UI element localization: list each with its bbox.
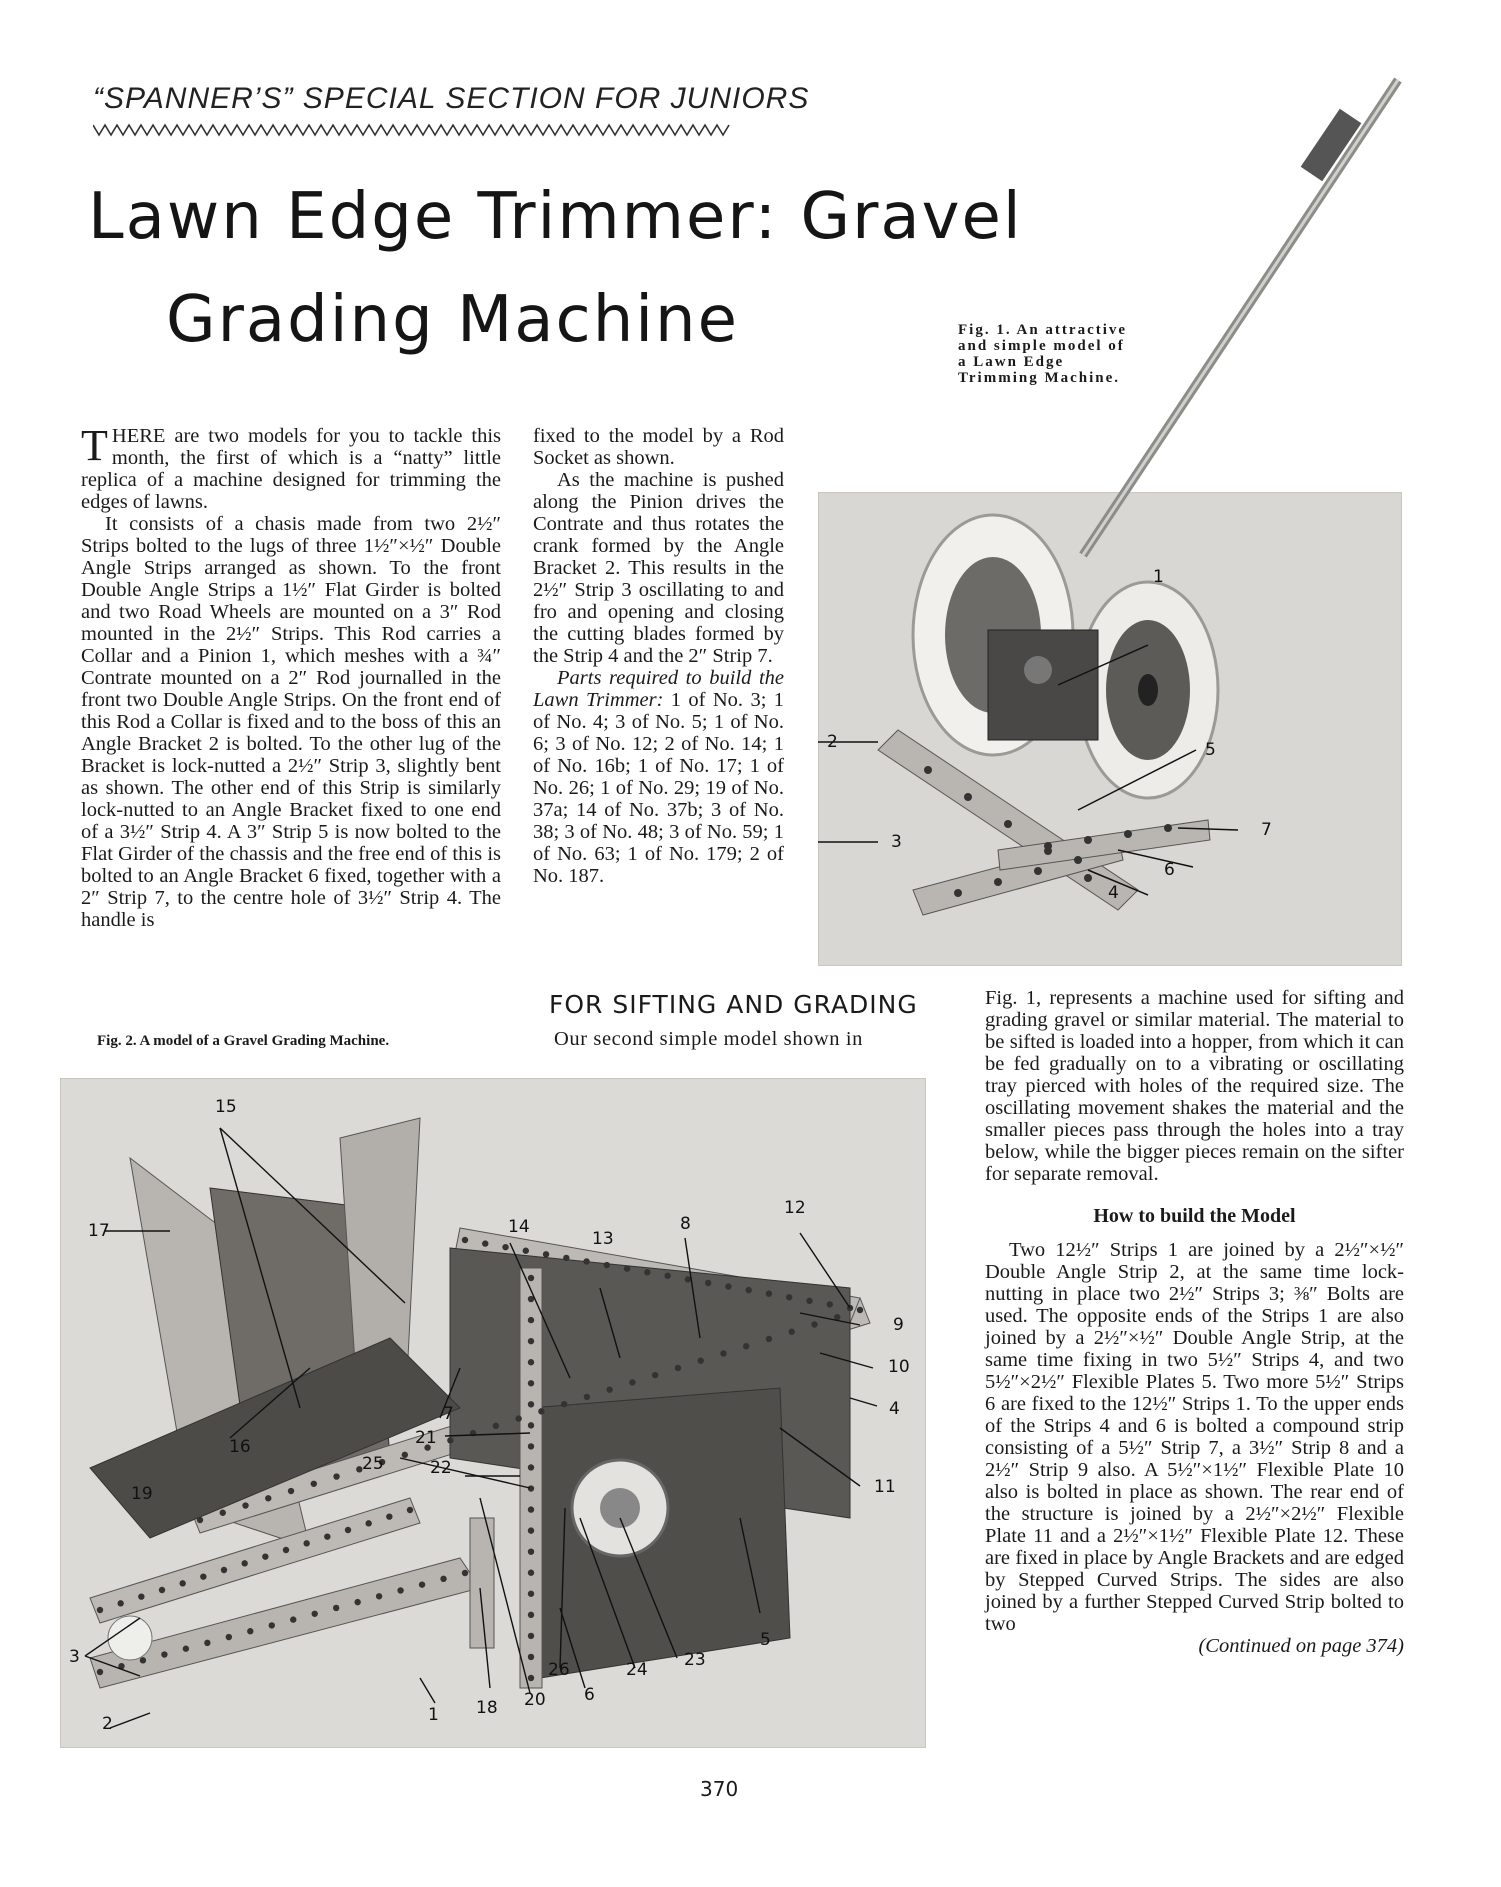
fig2-label-20: 20 <box>524 1690 546 1710</box>
build-heading: How to build the Model <box>1093 1205 1296 1227</box>
fig2-label-1: 1 <box>428 1705 439 1725</box>
fig2-label-3: 3 <box>69 1647 80 1667</box>
page-number: 370 <box>700 1777 739 1801</box>
body-column-3 <box>985 987 1404 1657</box>
fig2-label-15: 15 <box>215 1097 237 1117</box>
wavy-underline <box>93 122 733 138</box>
fig2-label-16: 16 <box>229 1437 251 1457</box>
fig2-label-12: 12 <box>784 1198 806 1218</box>
fig2-label-2: 2 <box>102 1714 113 1734</box>
fig2-label-4: 4 <box>889 1399 900 1419</box>
fig1-caption: Fig. 1. An attractive and simple model of a Lawn Edge Trimming Machine. <box>958 322 1128 386</box>
fig2-label-23: 23 <box>684 1650 706 1670</box>
fig2-caption: Fig. 2. A model of a Gravel Grading Machine. <box>97 1033 390 1049</box>
section-header: “SPANNER’S” SPECIAL SECTION FOR JUNIORS <box>93 82 810 115</box>
construction-paragraph: It consists of a chasis made from two 2½″ Strips bolted to the lugs of three 1½″×½″ Double Angle Strips arranged as shown. To the front Double Angle Strips a 1½″ Flat Girder is bolted and two Road Wheels are mounted on a 3″ Rod mounted in the 2½″ Strips. This Rod carries a Collar and a Pinion 1, which meshes with a ¾″ Contrate mounted on a 2″ Rod journalled in the front two Double Angle Strips. On the front end of this Rod a Collar is fixed and to the boss of this an Angle Bracket 2 is bolted. To the other lug of the Bracket is lock-nutted a 2½″ Strip 3, slightly bent as shown. The other end of this Strip is similarly lock-nutted to an Angle Bracket fixed to one end of a 3½″ Strip 4. A 3″ Strip 5 is now bolted to the Flat Girder of the chassis and the free end of this is bolted to an Angle Bracket 6 fixed, together with a 2″ Strip 7, to the centre hole of 3½″ Strip 4. The handle is <box>81 513 501 931</box>
fig1-label-2: 2 <box>827 732 838 752</box>
intro-paragraph: HERE are two models for you to tackle this month, the first of which is a “natty” little replica of a machine designed for trimming the edges of lawns. <box>81 425 501 513</box>
fig2-label-21: 21 <box>415 1428 437 1448</box>
fig2-label-14: 14 <box>508 1217 530 1237</box>
drop-cap: T <box>81 421 108 470</box>
page-title-line1: Lawn Edge Trimmer: Gravel <box>88 180 1023 254</box>
fig2-label-25: 25 <box>362 1454 384 1474</box>
lawn-trimmer-illustration <box>818 70 1408 970</box>
fig2-label-13: 13 <box>592 1229 614 1249</box>
body-column-2 <box>533 425 784 887</box>
fig2-label-26: 26 <box>548 1660 570 1680</box>
fig2-label-6: 6 <box>584 1685 595 1705</box>
sifting-lead: Our second simple model shown in <box>554 1028 864 1050</box>
column3-paragraph-2: Two 12½″ Strips 1 are joined by a 2½″×½″ Double Angle Strip 2, at the same time lock-nutting in place two 2½″ Strips 3; ⅜″ Bolts are used. The opposite ends of the Strips 1 are also joined by a 2½″×½″ Double Angle Strip, at the same time fixing in two 5½″ Strips 4, and two 5½″×2½″ Flexible Plates 5. Two more 5½″ Strips 6 are fixed to the 12½″ Strips 1. To the upper ends of the Strips 4 and 6 is bolted a compound strip consisting of a 5½″ Strip 7, a 3½″ Strip 8 and a 2½″ Strip 9 also. A 5½″×1½″ Flexible Plate 10 also is bolted in place as shown. The rear end of the structure is joined by a 2½″×2½″ Flexible Plate 11 and a 2½″×1½″ Flexible Plate 12. These are fixed in place by Angle Brackets and are edged by Stepped Curved Strips. The sides are also joined by a further Stepped Curved Strip bolted to two <box>985 1239 1404 1635</box>
page-title-line2: Grading Machine <box>166 283 739 357</box>
fig2-label-9: 9 <box>893 1315 904 1335</box>
body-column-1 <box>81 421 501 931</box>
fig2-label-19: 19 <box>131 1484 153 1504</box>
fig2-label-22: 22 <box>430 1458 452 1478</box>
parts-list: 1 of No. 3; 1 of No. 4; 3 of No. 5; 1 of No. 6; 3 of No. 12; 2 of No. 14; 1 of No. 16b; 1 of No. 17; 1 of No. 26; 1 of No. 29; 19 of No. 37a; 14 of No. 37b; 3 of No. 38; 3 of No. 48; 3 of No. 59; 1 of No. 63; 1 of No. 179; 2 of No. 187. <box>533 689 785 887</box>
fig1-label-1: 1 <box>1153 567 1164 587</box>
fig2-label-24: 24 <box>626 1660 648 1680</box>
fig2-label-10: 10 <box>888 1357 910 1377</box>
sifting-heading: FOR SIFTING AND GRADING <box>549 990 918 1019</box>
fig1-label-6: 6 <box>1164 860 1175 880</box>
fig2-label-7: 7 <box>443 1404 454 1424</box>
fig1-label-4: 4 <box>1108 883 1119 903</box>
column3-paragraph-1: Fig. 1, represents a machine used for sifting and grading gravel or similar material. The material to be sifted is loaded into a hopper, from which it can be fed gradually on to a vibrating or oscillating tray pierced with holes of the required size. The oscillating movement shakes the material and the smaller pieces pass through the holes into a tray below, while the bigger pieces remain on the sifter for separate removal. <box>985 987 1404 1185</box>
fig2-label-8: 8 <box>680 1214 691 1234</box>
fig1-label-3: 3 <box>891 832 902 852</box>
fig2-label-18: 18 <box>476 1698 498 1718</box>
continued-note: (Continued on page 374) <box>1198 1635 1404 1657</box>
fig2-label-17: 17 <box>88 1221 110 1241</box>
fig2-label-11: 11 <box>874 1477 896 1497</box>
fig2-label-5: 5 <box>760 1630 771 1650</box>
column2-paragraph-1: fixed to the model by a Rod Socket as shown. <box>533 425 784 469</box>
parts-intro: Parts required to build the Lawn Trimmer: <box>533 667 784 711</box>
fig1-label-5: 5 <box>1205 740 1216 760</box>
gravel-grader-illustration <box>60 1078 924 1746</box>
column2-paragraph-2: As the machine is pushed along the Pinion drives the Contrate and thus rotates the crank formed by the Angle Bracket 2. This results in the 2½″ Strip 3 oscillating to and fro and opening and closing the cutting blades formed by the Strip 4 and the 2″ Strip 7. <box>533 469 784 667</box>
fig1-label-7: 7 <box>1261 820 1272 840</box>
